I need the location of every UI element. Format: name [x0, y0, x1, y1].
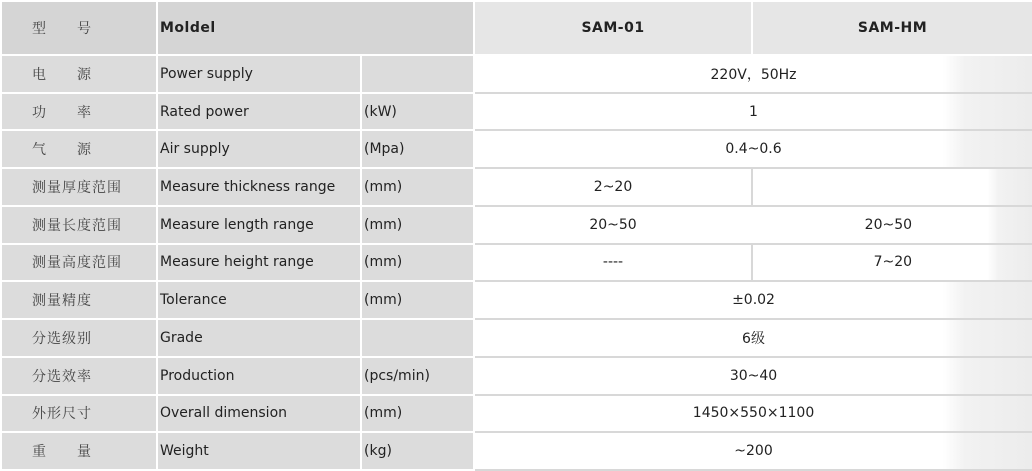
- spec-label-en: Weight: [157, 432, 361, 470]
- spec-label-en: Power supply: [157, 55, 361, 93]
- table-row-rated-power: [1, 93, 1032, 131]
- spec-unit: (mm): [361, 244, 474, 282]
- spec-value-sam01: ----: [474, 244, 752, 282]
- spec-unit: (pcs/min): [361, 357, 474, 395]
- table-row-length: [1, 206, 1032, 244]
- spec-value-samhm: 7~20: [752, 244, 1032, 282]
- table-row-grade: [1, 319, 1032, 357]
- header-row: [1, 1, 1032, 55]
- table-row-thickness: [1, 168, 1032, 206]
- spec-label-cn: 测量精度: [1, 281, 157, 319]
- model-label-en: Moldel: [157, 1, 474, 55]
- spec-label-en: Production: [157, 357, 361, 395]
- table-row-air-supply: [1, 130, 1032, 168]
- spec-label-cn: 外形尺寸: [1, 395, 157, 433]
- spec-value-samhm: 20~50: [752, 206, 1032, 244]
- spec-value: 1450×550×1100: [474, 395, 1032, 433]
- spec-unit: [361, 55, 474, 93]
- spec-value: 30~40: [474, 357, 1032, 395]
- model-label-cn: 型 号: [1, 1, 157, 55]
- spec-label-en: Tolerance: [157, 281, 361, 319]
- spec-value: 0.4~0.6: [474, 130, 1032, 168]
- table-row-production: [1, 357, 1032, 395]
- spec-unit: [361, 319, 474, 357]
- spec-value: 6级: [474, 319, 1032, 357]
- spec-label-cn: 气 源: [1, 130, 157, 168]
- spec-label-cn: 测量高度范围: [1, 244, 157, 282]
- spec-value: ±0.02: [474, 281, 1032, 319]
- spec-value-sam01: 2~20: [474, 168, 752, 206]
- spec-unit: (mm): [361, 206, 474, 244]
- table-row-dimension: [1, 395, 1032, 433]
- spec-label-en: Grade: [157, 319, 361, 357]
- spec-label-en: Measure length range: [157, 206, 361, 244]
- spec-label-cn: 分选级别: [1, 319, 157, 357]
- spec-unit: (kW): [361, 93, 474, 131]
- spec-unit: (Mpa): [361, 130, 474, 168]
- table-row-tolerance: [1, 281, 1032, 319]
- spec-unit: (mm): [361, 395, 474, 433]
- spec-value-samhm: [752, 168, 1032, 206]
- spec-value-sam01: 20~50: [474, 206, 752, 244]
- model-samhm-header: SAM-HM: [752, 1, 1032, 55]
- spec-label-cn: 测量厚度范围: [1, 168, 157, 206]
- spec-label-en: Air supply: [157, 130, 361, 168]
- spec-unit: (mm): [361, 168, 474, 206]
- table-row-weight: [1, 432, 1032, 470]
- table-row-power-supply: [1, 55, 1032, 93]
- spec-label-cn: 电 源: [1, 55, 157, 93]
- spec-unit: (kg): [361, 432, 474, 470]
- spec-label-cn: 测量长度范围: [1, 206, 157, 244]
- spec-value: 1: [474, 93, 1032, 131]
- model-sam01-header: SAM-01: [474, 1, 752, 55]
- spec-label-cn: 重 量: [1, 432, 157, 470]
- spec-label-en: Overall dimension: [157, 395, 361, 433]
- spec-label-cn: 分选效率: [1, 357, 157, 395]
- spec-value: ~200: [474, 432, 1032, 470]
- spec-label-cn: 功 率: [1, 93, 157, 131]
- spec-label-en: Rated power: [157, 93, 361, 131]
- table-row-height: [1, 244, 1032, 282]
- spec-label-en: Measure height range: [157, 244, 361, 282]
- spec-label-en: Measure thickness range: [157, 168, 361, 206]
- spec-value: 220V，50Hz: [474, 55, 1032, 93]
- spec-unit: (mm): [361, 281, 474, 319]
